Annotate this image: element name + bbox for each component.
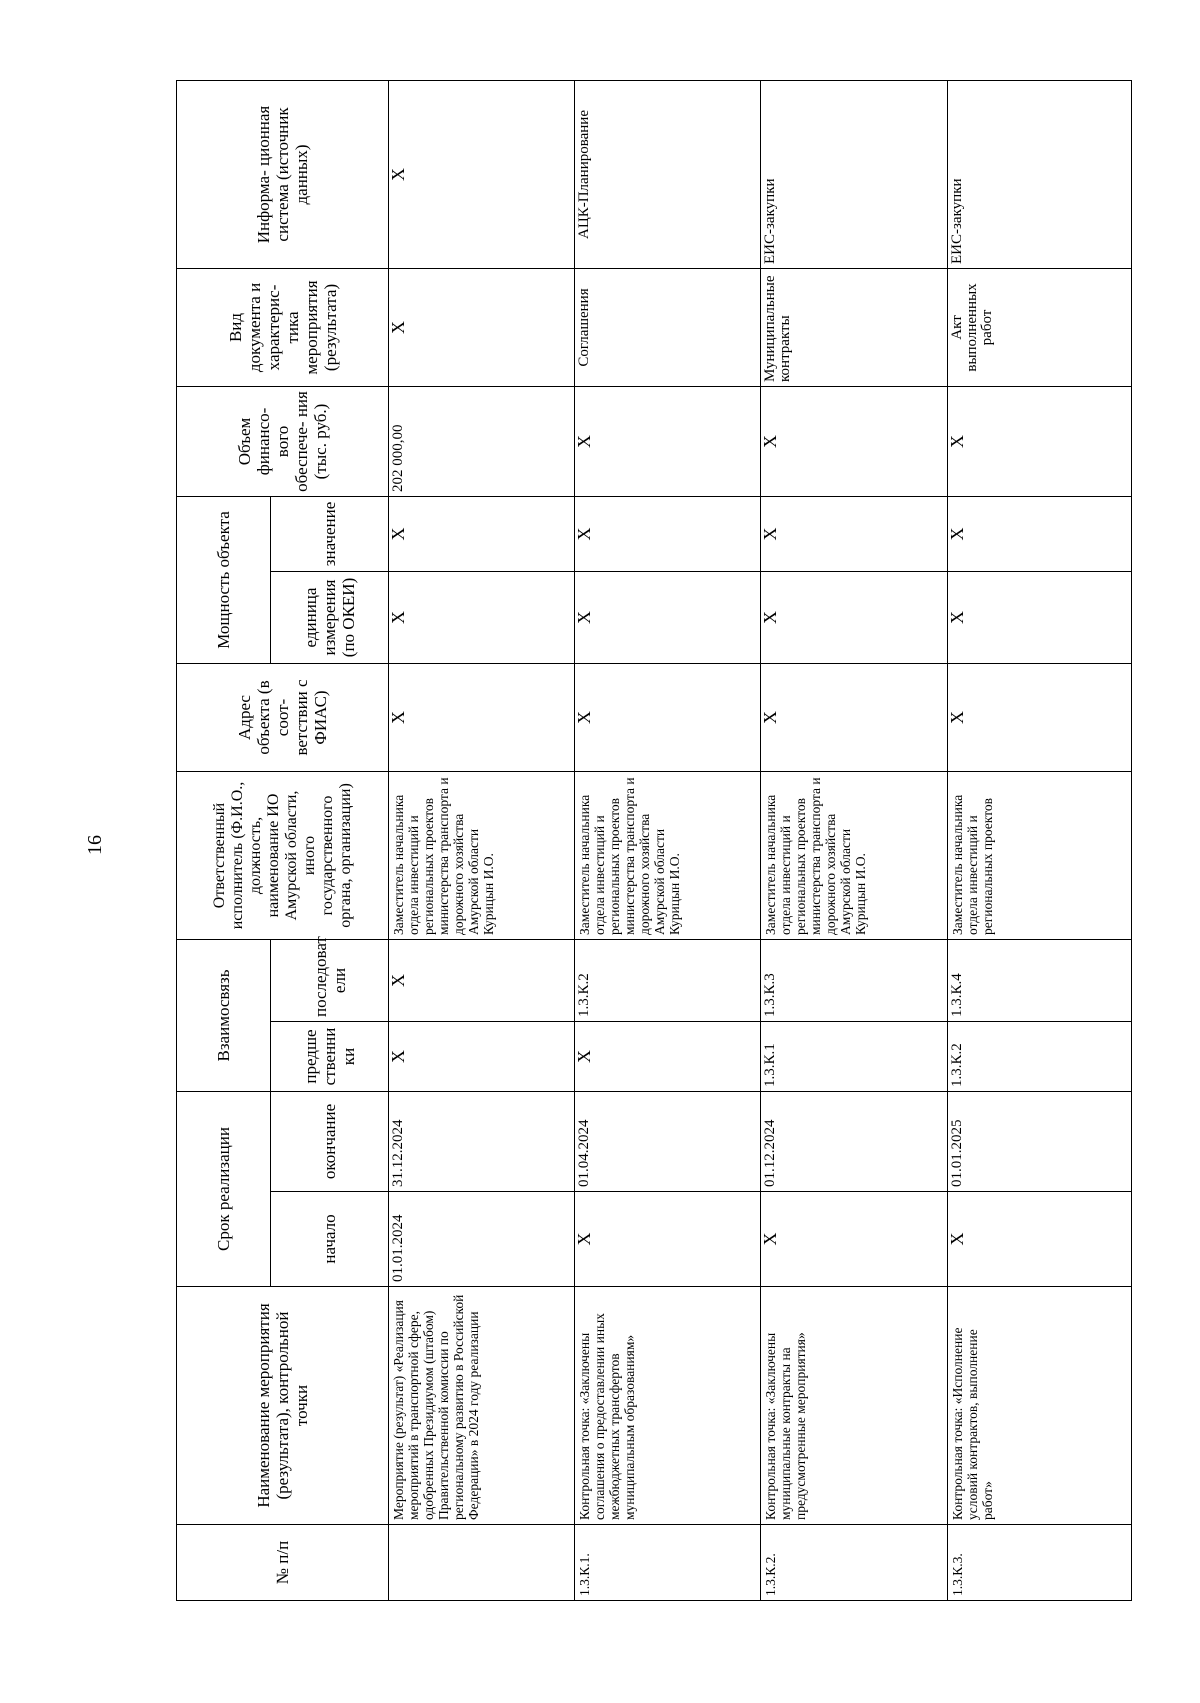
cell-address: X (948, 663, 1132, 771)
cell-name: Контрольная точка: «Заключены соглашения о предоставлении иных межбюджетных трансфертов муниципальным образованиям» (575, 1287, 761, 1525)
cell-num: 1.3.К.2. (761, 1525, 948, 1601)
header-predecessors: предше ственни ки (271, 1022, 389, 1092)
cell-successors: 1.3.К.4 (948, 939, 1132, 1021)
cell-info-system: АЦК-Планирование (575, 80, 761, 268)
cell-address: X (575, 663, 761, 771)
cell-responsible: Заместитель начальника отдела инвестиций и региональных проектов (948, 771, 1132, 939)
cell-successors: 1.3.К.3 (761, 939, 948, 1021)
plan-table (176, 80, 1132, 1601)
cell-document: Муниципальные контракты (761, 268, 948, 386)
cell-name: Мероприятие (результат) «Реализация мероприятий в транспортной сфере, одобренных Президиумом (штабом) Правительственной комиссии по региональному развитию в Российской Федерации» в 2024 году реализации (389, 1287, 575, 1525)
header-unit: единица измерения (по ОКЕИ) (271, 571, 389, 663)
cell-end: 01.12.2024 (761, 1092, 948, 1192)
cell-predecessors: 1.3.К.1 (761, 1022, 948, 1092)
header-num: № п/п (177, 1525, 389, 1601)
table-row (575, 80, 761, 1600)
cell-value: X (389, 496, 575, 571)
cell-value: X (575, 496, 761, 571)
cell-start: 01.01.2024 (389, 1192, 575, 1287)
cell-document: Соглашения (575, 268, 761, 386)
cell-value: X (948, 496, 1132, 571)
cell-end: 01.01.2025 (948, 1092, 1132, 1192)
header-finance: Объем финансо- вого обеспече- ния (тыс. руб.) (177, 386, 389, 496)
cell-info-system: X (389, 80, 575, 268)
rotated-page (176, 81, 1131, 1601)
header-successors: последоват ели (271, 939, 389, 1021)
header-end: окончание (271, 1092, 389, 1192)
cell-num (389, 1525, 575, 1601)
cell-info-system: ЕИС-закупки (761, 80, 948, 268)
cell-end: 01.04.2024 (575, 1092, 761, 1192)
cell-unit: X (761, 571, 948, 663)
page-number: 16 (84, 835, 106, 855)
header-address: Адрес объекта (в соот- ветствии с ФИАС) (177, 663, 389, 771)
cell-info-system: ЕИС-закупки (948, 80, 1132, 268)
table-row (948, 80, 1132, 1600)
cell-name: Контрольная точка: «Исполнение условий контрактов, выполнение работ» (948, 1287, 1132, 1525)
cell-num: 1.3.К.1. (575, 1525, 761, 1601)
cell-finance: 202 000,00 (389, 386, 575, 496)
cell-address: X (389, 663, 575, 771)
cell-start: X (575, 1192, 761, 1287)
header-info-system: Информа- ционная система (источник данных) (177, 80, 389, 268)
cell-successors: 1.3.К.2 (575, 939, 761, 1021)
cell-unit: X (575, 571, 761, 663)
header-value: значение (271, 496, 389, 571)
header-link: Взаимосвязь (177, 939, 271, 1091)
cell-predecessors: 1.3.К.2 (948, 1022, 1132, 1092)
header-responsible: Ответственный исполнитель (Ф.И.О., должность, наименование ИО Амурской области, иного государственного органа, организации) (177, 771, 389, 939)
header-term: Срок реализации (177, 1092, 271, 1287)
cell-finance: X (948, 386, 1132, 496)
table-row (761, 80, 948, 1600)
cell-finance: X (575, 386, 761, 496)
table-row (389, 80, 575, 1600)
cell-value: X (761, 496, 948, 571)
cell-responsible: Заместитель начальника отдела инвестиций и региональных проектов министерства транспорта и дорожного хозяйства Амурской области Курицын И.О. (761, 771, 948, 939)
cell-start: X (948, 1192, 1132, 1287)
header-power: Мощность объекта (177, 496, 271, 663)
cell-address: X (761, 663, 948, 771)
cell-start: X (761, 1192, 948, 1287)
header-name: Наименование мероприятия (результата), контрольной точки (177, 1287, 389, 1525)
header-document: Вид документа и характерис- тика мероприятия (результата) (177, 268, 389, 386)
cell-predecessors: X (389, 1022, 575, 1092)
cell-responsible: Заместитель начальника отдела инвестиций и региональных проектов министерства транспорта и дорожного хозяйства Амурской области Курицын И.О. (575, 771, 761, 939)
cell-successors: X (389, 939, 575, 1021)
cell-name: Контрольная точка: «Заключены муниципальные контракты на предусмотренные мероприятия» (761, 1287, 948, 1525)
cell-end: 31.12.2024 (389, 1092, 575, 1192)
cell-document: Акт выполненных работ (948, 268, 1132, 386)
cell-document: X (389, 268, 575, 386)
cell-finance: X (761, 386, 948, 496)
cell-num: 1.3.К.3. (948, 1525, 1132, 1601)
header-start: начало (271, 1192, 389, 1287)
cell-responsible: Заместитель начальника отдела инвестиций и региональных проектов министерства транспорта и дорожного хозяйства Амурской области Курицын И.О. (389, 771, 575, 939)
cell-predecessors: X (575, 1022, 761, 1092)
cell-unit: X (389, 571, 575, 663)
cell-unit: X (948, 571, 1132, 663)
